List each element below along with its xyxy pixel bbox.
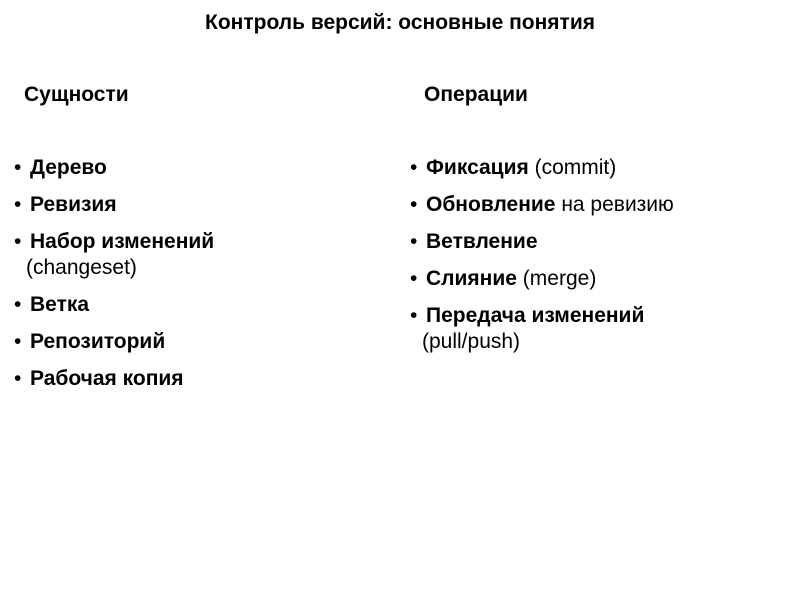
bullet-icon: • bbox=[14, 330, 22, 353]
list-item bbox=[14, 329, 384, 355]
list-item bbox=[14, 292, 384, 318]
item-note: на ревизию bbox=[561, 193, 674, 216]
bullet-icon: • bbox=[14, 156, 22, 179]
bullet-icon: • bbox=[410, 304, 418, 327]
item-term: Дерево bbox=[30, 156, 107, 179]
bullet-icon: • bbox=[410, 267, 418, 290]
item-continuation: (pull/push) bbox=[422, 330, 521, 353]
item-term: Ветвление bbox=[426, 230, 538, 253]
item-note: (merge) bbox=[522, 267, 597, 290]
list-item bbox=[14, 366, 384, 392]
item-term: Набор изменений bbox=[30, 230, 215, 253]
entities-heading: Сущности bbox=[24, 83, 129, 106]
bullet-icon: • bbox=[14, 193, 22, 216]
bullet-icon: • bbox=[14, 367, 22, 390]
item-term: Обновление bbox=[426, 193, 556, 216]
operations-list bbox=[410, 155, 790, 366]
list-item bbox=[410, 266, 790, 292]
bullet-icon: • bbox=[14, 293, 22, 316]
item-term: Передача изменений bbox=[426, 304, 645, 327]
list-item bbox=[410, 303, 790, 355]
item-continuation: (changeset) bbox=[26, 256, 137, 279]
slide-title: Контроль версий: основные понятия bbox=[205, 11, 595, 34]
bullet-icon: • bbox=[410, 156, 418, 179]
item-term: Слияние bbox=[426, 267, 517, 290]
item-term: Фиксация bbox=[426, 156, 529, 179]
operations-heading: Операции bbox=[424, 83, 528, 106]
item-term: Репозиторий bbox=[30, 330, 166, 353]
item-note: (commit) bbox=[534, 156, 617, 179]
entities-list bbox=[14, 155, 384, 403]
item-term: Ветка bbox=[30, 293, 90, 316]
bullet-icon: • bbox=[410, 193, 418, 216]
list-item bbox=[410, 192, 790, 218]
item-term: Ревизия bbox=[30, 193, 117, 216]
list-item bbox=[410, 155, 790, 181]
list-item bbox=[14, 229, 384, 281]
list-item bbox=[14, 155, 384, 181]
item-term: Рабочая копия bbox=[30, 367, 184, 390]
bullet-icon: • bbox=[410, 230, 418, 253]
list-item bbox=[14, 192, 384, 218]
list-item bbox=[410, 229, 790, 255]
bullet-icon: • bbox=[14, 230, 22, 253]
